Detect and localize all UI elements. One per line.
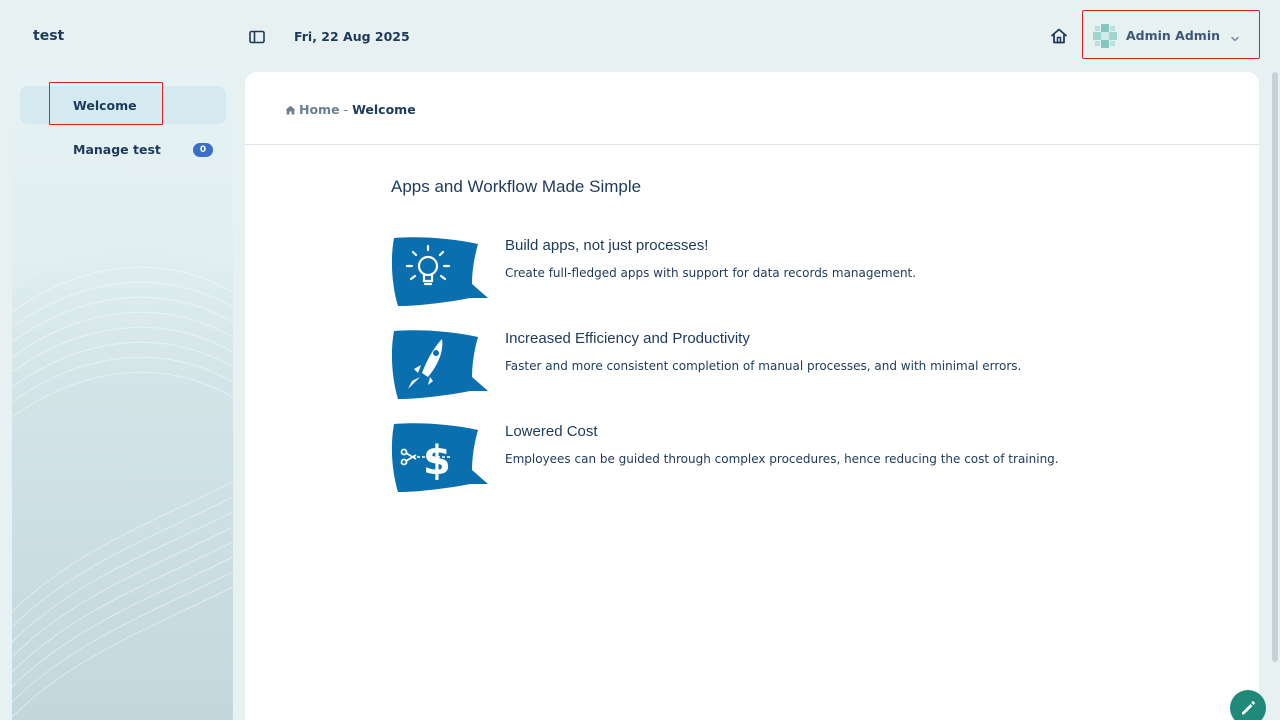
breadcrumb-separator: - xyxy=(343,102,349,117)
user-menu[interactable] xyxy=(1082,10,1260,59)
feature-description: Faster and more consistent completion of manual processes, and with minimal errors. xyxy=(505,359,1022,373)
breadcrumb-current: Welcome xyxy=(352,102,416,117)
feature-item xyxy=(390,236,1190,308)
feature-title: Increased Efficiency and Productivity xyxy=(505,330,750,347)
home-icon[interactable] xyxy=(1049,26,1069,46)
top-bar xyxy=(0,0,1280,72)
rocket-icon xyxy=(390,329,488,401)
sidebar-item-label: Manage test xyxy=(73,142,161,157)
sidebar-wave-background xyxy=(12,232,233,720)
feature-description: Employees can be guided through complex procedures, hence reducing the cost of training. xyxy=(505,452,1059,466)
divider xyxy=(245,144,1259,145)
breadcrumb-home-label: Home xyxy=(299,102,340,117)
app-name[interactable]: test xyxy=(33,28,65,44)
chevron-down-icon xyxy=(1229,30,1241,42)
feature-title: Build apps, not just processes! xyxy=(505,237,709,254)
feature-item xyxy=(390,329,1190,401)
user-name: Admin Admin xyxy=(1126,28,1221,43)
home-icon xyxy=(285,105,296,115)
current-date: Fri, 22 Aug 2025 xyxy=(294,29,410,44)
sidebar-toggle-icon[interactable] xyxy=(248,28,266,46)
sidebar-item-manage-test[interactable] xyxy=(20,130,226,168)
avatar xyxy=(1092,23,1118,49)
breadcrumb xyxy=(285,102,416,118)
page-headline: Apps and Workflow Made Simple xyxy=(391,177,642,196)
lightbulb-icon xyxy=(390,236,488,308)
breadcrumb-home-link[interactable] xyxy=(285,102,340,117)
sidebar xyxy=(12,72,233,720)
sidebar-item-label: Welcome xyxy=(73,98,137,113)
feature-item xyxy=(390,422,1190,494)
scrollbar[interactable] xyxy=(1272,72,1278,662)
feature-title: Lowered Cost xyxy=(505,423,598,440)
pencil-icon xyxy=(1239,699,1257,717)
edit-button[interactable] xyxy=(1230,690,1266,720)
main-content xyxy=(245,72,1259,720)
count-badge: 0 xyxy=(193,143,213,157)
sidebar-item-welcome[interactable] xyxy=(20,86,226,124)
cost-cut-icon xyxy=(390,422,488,494)
feature-description: Create full-fledged apps with support for data records management. xyxy=(505,266,917,280)
svg-text:$: $ xyxy=(423,438,451,484)
